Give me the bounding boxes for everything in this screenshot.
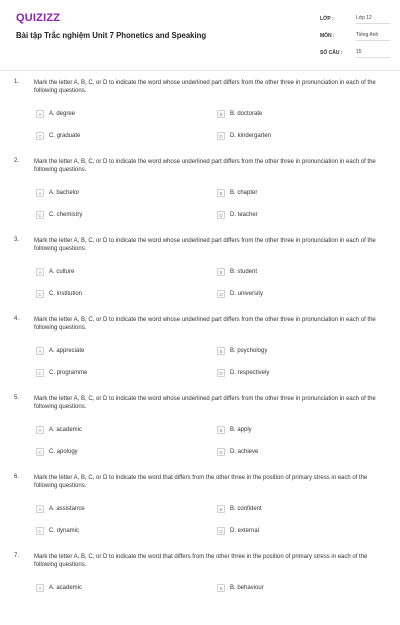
- question-list: [0, 72, 400, 625]
- option-b[interactable]: [217, 189, 257, 197]
- question-text: Mark the letter A, B, C, or D to indicate the word whose underlined part differs from the other three in pronunciation in each of the following questions.: [34, 159, 376, 174]
- meta-row-count: [320, 48, 390, 58]
- question-item: [0, 230, 400, 309]
- option-a[interactable]: [36, 189, 79, 197]
- worksheet-title: Bài tập Trắc nghiệm Unit 7 Phonetics and Speaking: [16, 31, 207, 40]
- option-letter-box: A: [36, 426, 44, 434]
- option-a[interactable]: [36, 505, 85, 513]
- option-a[interactable]: [36, 426, 82, 434]
- option-label: C. dynamic: [49, 528, 80, 534]
- quizizz-logo: QUIZIZZ: [16, 12, 61, 24]
- option-label: D. achieve: [230, 449, 259, 455]
- option-c[interactable]: [36, 132, 80, 140]
- option-letter-box: D: [217, 290, 225, 298]
- option-letter-box: A: [36, 189, 44, 197]
- question-number: 6.: [14, 474, 20, 480]
- option-label: B. psychology: [230, 348, 268, 354]
- option-letter-box: B: [217, 110, 225, 118]
- option-letter-box: A: [36, 347, 44, 355]
- question-item: [0, 546, 400, 625]
- option-a[interactable]: [36, 110, 75, 118]
- meta-value: 15: [356, 49, 390, 58]
- question-number: 5.: [14, 395, 20, 401]
- option-letter-box: C: [36, 448, 44, 456]
- option-label: A. academic: [49, 585, 83, 591]
- worksheet-header: [0, 0, 400, 71]
- option-c[interactable]: [36, 211, 82, 219]
- option-letter-box: C: [36, 369, 44, 377]
- option-d[interactable]: [217, 211, 258, 219]
- option-label: D. respectively: [230, 370, 270, 376]
- option-label: C. institution: [49, 291, 83, 297]
- option-label: B. doctorate: [230, 111, 263, 117]
- option-b[interactable]: [217, 347, 267, 355]
- option-letter-box: B: [217, 505, 225, 513]
- meta-row-subject: [320, 31, 390, 41]
- option-c[interactable]: [36, 448, 78, 456]
- option-d[interactable]: [217, 448, 258, 456]
- question-text: Mark the letter A, B, C, or D to indicate the word that differs from the other three in the position of primary stress in each of the following questions.: [34, 554, 368, 569]
- meta-row-class: [320, 14, 390, 24]
- option-label: A. culture: [49, 269, 75, 275]
- meta-label: SỐ CÂU :: [320, 50, 343, 56]
- option-label: C. apology: [49, 449, 78, 455]
- option-b[interactable]: [217, 268, 257, 276]
- option-label: A. bachelor: [49, 190, 80, 196]
- option-c[interactable]: [36, 290, 82, 298]
- option-b[interactable]: [217, 426, 252, 434]
- question-text: Mark the letter A, B, C, or D to indicate the word whose underlined part differs from the other three in pronunciation in each of the following questions.: [34, 80, 376, 95]
- meta-label: MÔN :: [320, 33, 335, 39]
- question-text: Mark the letter A, B, C, or D to indicate the word whose underlined part differs from the other three in pronunciation in each of the following questions.: [34, 396, 376, 411]
- option-letter-box: B: [217, 268, 225, 276]
- option-d[interactable]: [217, 527, 259, 535]
- question-item: [0, 72, 400, 151]
- option-b[interactable]: [217, 584, 264, 592]
- meta-value: Lớp 12: [356, 15, 390, 24]
- option-letter-box: B: [217, 426, 225, 434]
- option-letter-box: B: [217, 584, 225, 592]
- option-label: B. student: [230, 269, 258, 275]
- question-number: 4.: [14, 316, 20, 322]
- question-text: Mark the letter A, B, C, or D to indicate the word that differs from the other three in the position of primary stress in each of the following questions.: [34, 475, 368, 490]
- option-c[interactable]: [36, 369, 87, 377]
- question-number: 2.: [14, 158, 20, 164]
- option-b[interactable]: [217, 110, 262, 118]
- option-letter-box: A: [36, 584, 44, 592]
- option-d[interactable]: [217, 290, 263, 298]
- question-item: [0, 309, 400, 388]
- option-letter-box: A: [36, 110, 44, 118]
- option-label: A. academic: [49, 427, 83, 433]
- option-label: D. external: [230, 528, 260, 534]
- question-item: [0, 151, 400, 230]
- option-letter-box: D: [217, 132, 225, 140]
- meta-value: Tiếng Anh: [356, 32, 390, 41]
- option-letter-box: A: [36, 505, 44, 513]
- option-label: C. chemistry: [49, 212, 83, 218]
- option-letter-box: C: [36, 527, 44, 535]
- option-letter-box: A: [36, 268, 44, 276]
- question-item: [0, 467, 400, 546]
- question-text: Mark the letter A, B, C, or D to indicate the word whose underlined part differs from the other three in pronunciation in each of the following questions.: [34, 238, 376, 253]
- option-c[interactable]: [36, 527, 79, 535]
- option-a[interactable]: [36, 584, 82, 592]
- option-letter-box: D: [217, 211, 225, 219]
- option-label: D. kindergarten: [230, 133, 272, 139]
- option-label: B. confident: [230, 506, 262, 512]
- option-letter-box: D: [217, 448, 225, 456]
- option-letter-box: D: [217, 527, 225, 535]
- option-label: B. chapter: [230, 190, 258, 196]
- option-label: A. appreciate: [49, 348, 85, 354]
- worksheet-meta: [320, 14, 390, 65]
- option-letter-box: B: [217, 347, 225, 355]
- option-letter-box: C: [36, 132, 44, 140]
- option-a[interactable]: [36, 268, 74, 276]
- option-label: A. assistance: [49, 506, 85, 512]
- option-d[interactable]: [217, 132, 271, 140]
- option-letter-box: B: [217, 189, 225, 197]
- option-label: B. behaviour: [230, 585, 264, 591]
- option-label: C. programme: [49, 370, 88, 376]
- question-text: Mark the letter A, B, C, or D to indicate the word whose underlined part differs from the other three in pronunciation in each of the following questions.: [34, 317, 376, 332]
- option-b[interactable]: [217, 505, 262, 513]
- option-label: C. graduate: [49, 133, 81, 139]
- option-label: D. university: [230, 291, 264, 297]
- question-number: 3.: [14, 237, 20, 243]
- option-letter-box: C: [36, 290, 44, 298]
- option-label: B. apply: [230, 427, 252, 433]
- option-label: A. degree: [49, 111, 76, 117]
- question-number: 7.: [14, 553, 20, 559]
- option-a[interactable]: [36, 347, 84, 355]
- option-letter-box: C: [36, 211, 44, 219]
- meta-label: LỚP :: [320, 16, 334, 22]
- question-number: 1.: [14, 79, 20, 85]
- option-label: D. teacher: [230, 212, 258, 218]
- option-d[interactable]: [217, 369, 269, 377]
- option-letter-box: D: [217, 369, 225, 377]
- question-item: [0, 388, 400, 467]
